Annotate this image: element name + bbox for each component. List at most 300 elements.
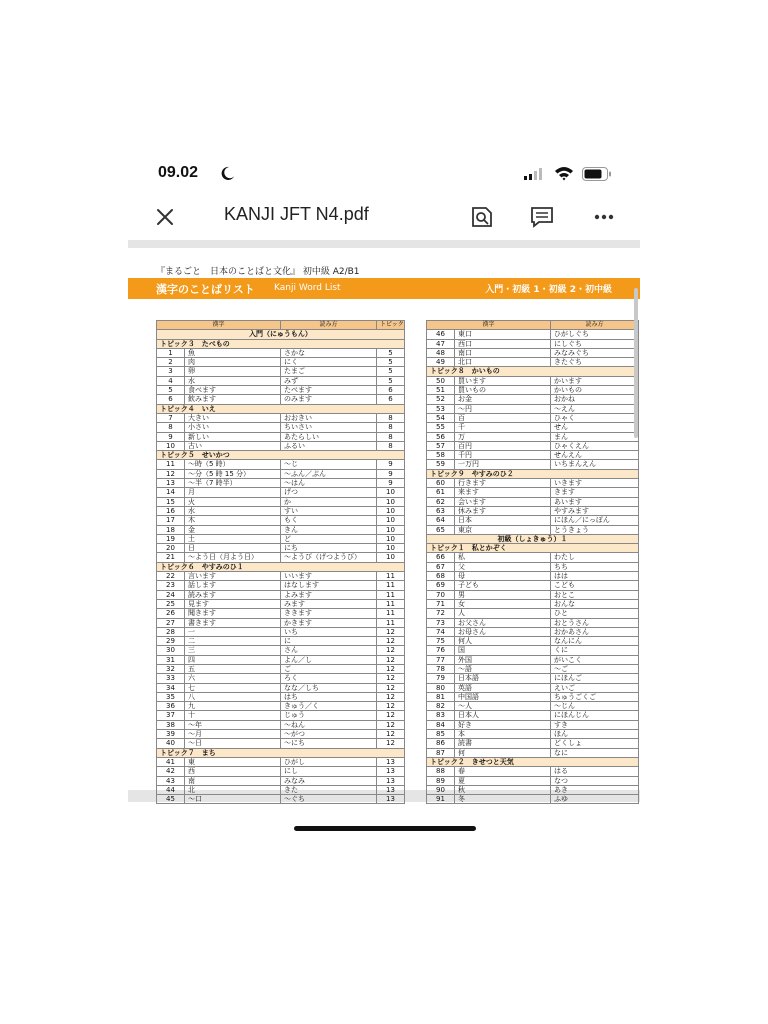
topic-number: 13 [377, 767, 405, 776]
topic-number: 10 [377, 488, 405, 497]
kanji-word: 子ども [455, 581, 551, 590]
word-number: 32 [157, 664, 185, 673]
pdf-viewer-toolbar [128, 196, 640, 240]
reading: おんな [551, 599, 639, 608]
reading: いきます [551, 479, 639, 488]
reading: にち [281, 544, 377, 553]
kanji-word: 火 [185, 497, 281, 506]
word-number: 22 [157, 572, 185, 581]
table-row [157, 581, 405, 590]
table-row [157, 590, 405, 599]
topic-number: 10 [377, 516, 405, 525]
table-header [157, 321, 405, 330]
reading: にしぐち [551, 339, 639, 348]
word-number: 41 [157, 757, 185, 766]
topic-number: 12 [377, 720, 405, 729]
kanji-word: 〜人 [455, 702, 551, 711]
reading: ひがしぐち [551, 330, 639, 339]
kanji-word: 本 [455, 730, 551, 739]
table-row [157, 730, 405, 739]
word-number: 50 [427, 376, 455, 385]
kanji-word: 言います [185, 572, 281, 581]
word-number: 33 [157, 674, 185, 683]
table-row [157, 795, 405, 804]
kanji-word: 四 [185, 655, 281, 664]
reading: ききます [281, 609, 377, 618]
pdf-page [128, 248, 640, 804]
reading: どくしょ [551, 739, 639, 748]
reading: よん／し [281, 655, 377, 664]
reading: ご [281, 664, 377, 673]
table-header [427, 321, 639, 330]
table-row [157, 395, 405, 404]
topic-number: 6 [377, 395, 405, 404]
scrollbar-thumb[interactable] [634, 288, 638, 438]
word-number: 34 [157, 683, 185, 692]
table-row [157, 553, 405, 562]
comment-icon[interactable] [530, 206, 554, 228]
reading: ひゃく [551, 413, 639, 422]
table-row [427, 413, 639, 422]
kanji-word: 土 [185, 534, 281, 543]
kanji-word: 水 [185, 506, 281, 515]
kanji-word: 古い [185, 441, 281, 450]
word-number: 90 [427, 785, 455, 794]
table-row [157, 386, 405, 395]
word-number: 79 [427, 674, 455, 683]
table-row [157, 488, 405, 497]
word-number: 2 [157, 358, 185, 367]
battery-icon [582, 167, 612, 181]
reading: はなします [281, 581, 377, 590]
table-row [427, 590, 639, 599]
word-number: 80 [427, 683, 455, 692]
word-number: 24 [157, 590, 185, 599]
kanji-word: 男 [455, 590, 551, 599]
topic-number: 12 [377, 692, 405, 701]
kanji-word: 一万円 [455, 460, 551, 469]
word-number: 44 [157, 785, 185, 794]
topic-number: 13 [377, 776, 405, 785]
table-row [427, 692, 639, 701]
word-number: 23 [157, 581, 185, 590]
word-number: 75 [427, 637, 455, 646]
reading: 〜ようび（げつようび） [281, 553, 377, 562]
home-indicator[interactable] [294, 826, 476, 831]
kanji-word: 会います [455, 497, 551, 506]
table-row [157, 664, 405, 673]
word-number: 39 [157, 730, 185, 739]
topic-heading: トピック２ きせつと天気 [427, 757, 639, 766]
kanji-word: 人 [455, 609, 551, 618]
reading: 〜ぐち [281, 795, 377, 804]
reading: ちゅうごくご [551, 692, 639, 701]
reading: 〜じ [281, 460, 377, 469]
table-row [427, 348, 639, 357]
kanji-word: 読書 [455, 739, 551, 748]
table-row [427, 599, 639, 608]
reading: すい [281, 506, 377, 515]
book-title: 『まるごと 日本のことばと文化』 初中級 A2/B1 [156, 267, 360, 277]
word-number: 46 [427, 330, 455, 339]
kanji-word: 七 [185, 683, 281, 692]
table-row [157, 469, 405, 478]
banner-underline [128, 298, 640, 299]
status-time: 09.02 [158, 164, 199, 181]
kanji-word: 話します [185, 581, 281, 590]
kanji-word: 魚 [185, 348, 281, 357]
reading: みます [281, 599, 377, 608]
banner-title: 漢字のことばリスト [156, 283, 255, 296]
table-row [427, 674, 639, 683]
word-number: 36 [157, 702, 185, 711]
topic-number: 13 [377, 757, 405, 766]
kanji-word: 行きます [455, 479, 551, 488]
word-number: 9 [157, 432, 185, 441]
topic-number: 5 [377, 376, 405, 385]
table-row [157, 516, 405, 525]
status-bar [128, 162, 640, 188]
topic-number: 11 [377, 618, 405, 627]
search-document-icon[interactable] [470, 206, 494, 228]
word-number: 16 [157, 506, 185, 515]
topic-heading-row [157, 404, 405, 413]
table-row [157, 618, 405, 627]
topic-number: 12 [377, 711, 405, 720]
reading: 〜はん [281, 479, 377, 488]
cellular-signal-icon [524, 168, 546, 180]
reading: かきます [281, 618, 377, 627]
word-number: 8 [157, 423, 185, 432]
word-number: 62 [427, 497, 455, 506]
table-row [157, 646, 405, 655]
topic-number: 12 [377, 702, 405, 711]
reading: はる [551, 767, 639, 776]
kanji-word: 買いもの [455, 386, 551, 395]
topic-number: 5 [377, 367, 405, 376]
topic-heading: トピック９ やすみのひ２ [427, 469, 639, 478]
table-row [157, 637, 405, 646]
reading: はち [281, 692, 377, 701]
kanji-word: 母 [455, 572, 551, 581]
table-row [157, 627, 405, 636]
topic-number: 8 [377, 441, 405, 450]
topic-number: 5 [377, 348, 405, 357]
kanji-word: 九 [185, 702, 281, 711]
reading: きん [281, 525, 377, 534]
kanji-word: 十 [185, 711, 281, 720]
kanji-word: 〜半（7 時半） [185, 479, 281, 488]
header-reading: 読み方 [281, 321, 377, 330]
table-row [157, 348, 405, 357]
table-row [427, 655, 639, 664]
topic-number: 10 [377, 497, 405, 506]
reading: じゅう [281, 711, 377, 720]
word-number: 7 [157, 413, 185, 422]
kanji-word: 日本 [455, 516, 551, 525]
reading: のみます [281, 395, 377, 404]
reading: ふゆ [551, 795, 639, 804]
kanji-word: お金 [455, 395, 551, 404]
kanji-word: 〜年 [185, 720, 281, 729]
kanji-word: 千 [455, 423, 551, 432]
word-number: 43 [157, 776, 185, 785]
kanji-word: 食べます [185, 386, 281, 395]
level-heading: 入門（にゅうもん） [157, 330, 405, 339]
reading: にく [281, 358, 377, 367]
header-kanji: 漢字 [157, 321, 281, 330]
topic-heading: トピック４ いえ [157, 404, 405, 413]
kanji-word: 北 [185, 785, 281, 794]
topic-number: 9 [377, 469, 405, 478]
more-options-icon[interactable] [592, 206, 616, 228]
table-row [427, 572, 639, 581]
table-row [427, 748, 639, 757]
close-icon[interactable] [154, 206, 176, 228]
reading: やすみます [551, 506, 639, 515]
table-row [427, 646, 639, 655]
topic-number: 9 [377, 460, 405, 469]
kanji-word: 百円 [455, 441, 551, 450]
word-number: 12 [157, 469, 185, 478]
kanji-word: 金 [185, 525, 281, 534]
level-heading-row [427, 534, 639, 543]
topic-heading: トピック８ かいもの [427, 367, 639, 376]
reading: なんにん [551, 637, 639, 646]
reading: おとうさん [551, 618, 639, 627]
table-row [157, 423, 405, 432]
reading: とうきょう [551, 525, 639, 534]
topic-number: 11 [377, 572, 405, 581]
word-number: 66 [427, 553, 455, 562]
table-row [427, 683, 639, 692]
kanji-word: 日本語 [455, 674, 551, 683]
topic-number: 10 [377, 534, 405, 543]
table-row [427, 506, 639, 515]
topic-number: 13 [377, 795, 405, 804]
pdf-viewport[interactable] [128, 240, 640, 802]
table-row [427, 451, 639, 460]
table-row [157, 432, 405, 441]
topic-number: 9 [377, 479, 405, 488]
word-number: 51 [427, 386, 455, 395]
reading: げつ [281, 488, 377, 497]
topic-number: 12 [377, 739, 405, 748]
reading: さかな [281, 348, 377, 357]
kanji-word: 八 [185, 692, 281, 701]
table-row [427, 739, 639, 748]
kanji-word: 何人 [455, 637, 551, 646]
reading: にほん／にっぽん [551, 516, 639, 525]
kanji-word: 書きます [185, 618, 281, 627]
reading: なな／しち [281, 683, 377, 692]
word-number: 47 [427, 339, 455, 348]
word-number: 55 [427, 423, 455, 432]
reading: よみます [281, 590, 377, 599]
word-number: 29 [157, 637, 185, 646]
reading: きたぐち [551, 358, 639, 367]
topic-number: 12 [377, 646, 405, 655]
word-number: 4 [157, 376, 185, 385]
table-row [427, 488, 639, 497]
table-row [157, 441, 405, 450]
kanji-word: 東京 [455, 525, 551, 534]
kanji-word: 何 [455, 748, 551, 757]
moon-icon [220, 166, 235, 181]
kanji-word: 父 [455, 562, 551, 571]
table-row [427, 664, 639, 673]
reading: さん [281, 646, 377, 655]
kanji-word: 北口 [455, 358, 551, 367]
level-heading-row [157, 330, 405, 339]
word-number: 70 [427, 590, 455, 599]
table-row [157, 599, 405, 608]
reading: わたし [551, 553, 639, 562]
table-row [157, 572, 405, 581]
word-number: 14 [157, 488, 185, 497]
kanji-word: 〜時（5 時） [185, 460, 281, 469]
reading: ひと [551, 609, 639, 618]
word-number: 28 [157, 627, 185, 636]
table-row [427, 609, 639, 618]
kanji-word: 大きい [185, 413, 281, 422]
word-number: 85 [427, 730, 455, 739]
table-row [427, 581, 639, 590]
reading: ひがし [281, 757, 377, 766]
table-row [157, 757, 405, 766]
table-row [157, 767, 405, 776]
word-number: 84 [427, 720, 455, 729]
reading: ふるい [281, 441, 377, 450]
kanji-word: 読みます [185, 590, 281, 599]
word-number: 59 [427, 460, 455, 469]
reading: にほんじん [551, 711, 639, 720]
topic-number: 10 [377, 544, 405, 553]
word-number: 21 [157, 553, 185, 562]
word-number: 18 [157, 525, 185, 534]
topic-number: 12 [377, 730, 405, 739]
table-row [427, 795, 639, 804]
word-number: 27 [157, 618, 185, 627]
topic-heading: トピック７ まち [157, 748, 405, 757]
reading: たべます [281, 386, 377, 395]
word-number: 15 [157, 497, 185, 506]
kanji-word: 東 [185, 757, 281, 766]
topic-number: 13 [377, 785, 405, 794]
table-row [427, 386, 639, 395]
header-reading: 読み方 [551, 321, 639, 330]
table-row [427, 339, 639, 348]
topic-heading-row [157, 748, 405, 757]
kanji-word: 秋 [455, 785, 551, 794]
table-row [157, 525, 405, 534]
reading: せん [551, 423, 639, 432]
word-number: 63 [427, 506, 455, 515]
table-row [427, 730, 639, 739]
table-row [427, 358, 639, 367]
reading: こども [551, 581, 639, 590]
word-number: 52 [427, 395, 455, 404]
topic-number: 11 [377, 599, 405, 608]
kanji-word: 五 [185, 664, 281, 673]
word-number: 71 [427, 599, 455, 608]
table-row [427, 330, 639, 339]
table-row [157, 544, 405, 553]
word-number: 25 [157, 599, 185, 608]
kanji-word: 春 [455, 767, 551, 776]
reading: 〜ふん／ぷん [281, 469, 377, 478]
reading: くに [551, 646, 639, 655]
table-row [157, 413, 405, 422]
word-number: 6 [157, 395, 185, 404]
kanji-word: 〜日 [185, 739, 281, 748]
word-number: 53 [427, 404, 455, 413]
table-row [157, 506, 405, 515]
word-number: 48 [427, 348, 455, 357]
reading: みなみ [281, 776, 377, 785]
topic-number: 8 [377, 423, 405, 432]
word-number: 81 [427, 692, 455, 701]
topic-number: 12 [377, 674, 405, 683]
reading: ろく [281, 674, 377, 683]
word-number: 64 [427, 516, 455, 525]
table-row [157, 460, 405, 469]
word-number: 58 [427, 451, 455, 460]
kanji-word: 国 [455, 646, 551, 655]
word-number: 89 [427, 776, 455, 785]
word-number: 42 [157, 767, 185, 776]
topic-number: 6 [377, 386, 405, 395]
topic-heading-row [157, 562, 405, 571]
kanji-word: 一 [185, 627, 281, 636]
reading: 〜じん [551, 702, 639, 711]
topic-number: 12 [377, 627, 405, 636]
table-row [427, 404, 639, 413]
word-number: 30 [157, 646, 185, 655]
word-number: 1 [157, 348, 185, 357]
word-number: 87 [427, 748, 455, 757]
reading: 〜ねん [281, 720, 377, 729]
word-number: 17 [157, 516, 185, 525]
word-number: 40 [157, 739, 185, 748]
table-row [427, 395, 639, 404]
word-number: 83 [427, 711, 455, 720]
table-row [157, 702, 405, 711]
kanji-word: 買います [455, 376, 551, 385]
table-row [427, 460, 639, 469]
word-number: 5 [157, 386, 185, 395]
reading: いちまんえん [551, 460, 639, 469]
table-row [427, 637, 639, 646]
reading: ちち [551, 562, 639, 571]
reading: はは [551, 572, 639, 581]
kanji-word: 六 [185, 674, 281, 683]
reading: がいこく [551, 655, 639, 664]
table-row [157, 655, 405, 664]
reading: かいます [551, 376, 639, 385]
word-number: 65 [427, 525, 455, 534]
table-row [427, 562, 639, 571]
reading: ほん [551, 730, 639, 739]
word-number: 86 [427, 739, 455, 748]
reading: いち [281, 627, 377, 636]
word-number: 56 [427, 432, 455, 441]
topic-heading-row [427, 367, 639, 376]
table-row [427, 553, 639, 562]
topic-number: 11 [377, 590, 405, 599]
word-number: 37 [157, 711, 185, 720]
kanji-word: 新しい [185, 432, 281, 441]
